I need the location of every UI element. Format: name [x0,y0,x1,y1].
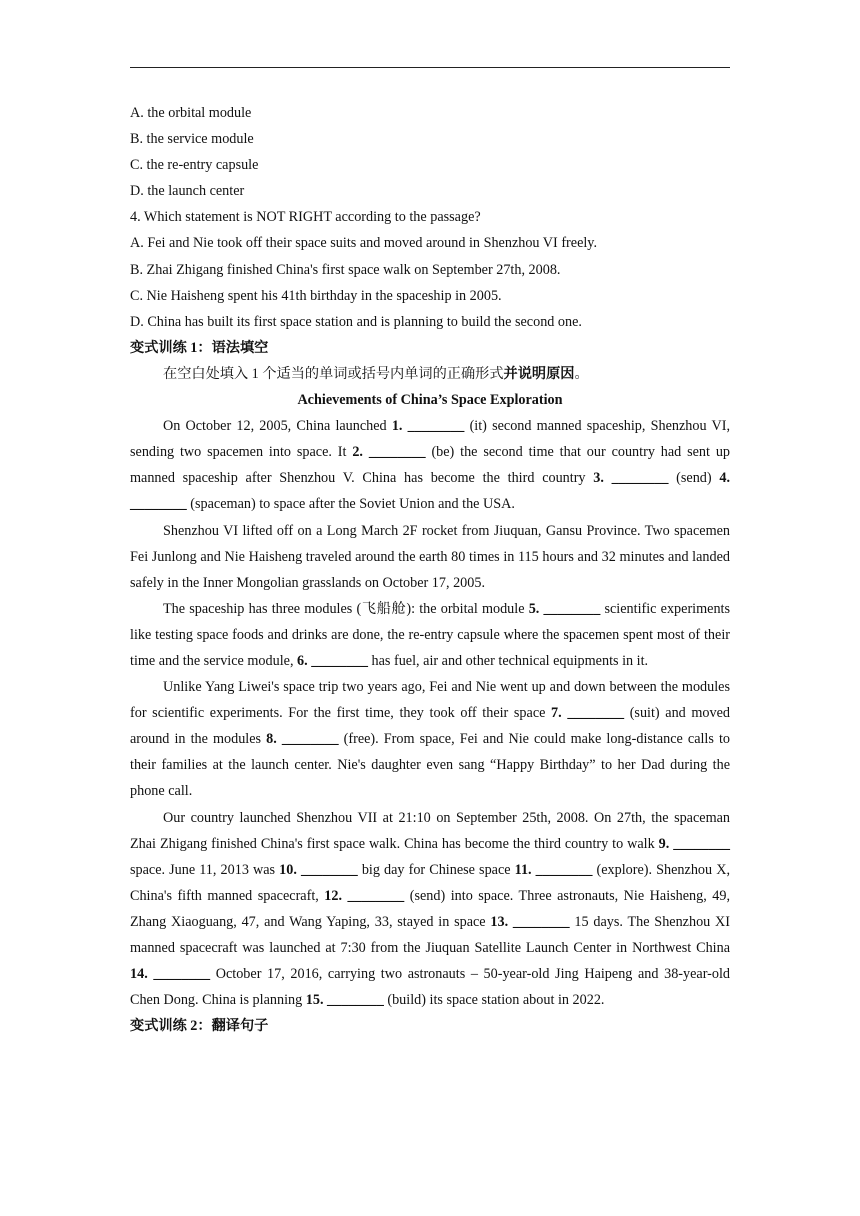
blank-7[interactable]: 7. ________ [551,705,625,722]
blank-1[interactable]: 1. ________ [391,418,465,435]
text-run: 15 days. The Shenzhou XI manned spacecraft was launched at 7:30 from the Jiuquan Satellite Launch Center in Northwest China [130,913,730,956]
blank-8[interactable]: 8. ________ [266,731,339,748]
option-q3-c: C. the re-entry capsule [130,157,259,174]
exercise-1-heading: 变式训练 1：语法填空 [130,339,269,356]
text-run: Our country launched Shenzhou VII at 21:10 on September 25th, 2008. On 27th, the spaceman Zhai Zhigang finished China's first space walk. China has become the third country to walk [130,809,730,852]
blank-11[interactable]: 11. ________ [514,861,593,878]
text-run: (send) [668,470,720,487]
passage-paragraph-3 [130,596,730,674]
text-run: On October 12, 2005, China launched [163,418,392,435]
blank-10[interactable]: 10. ________ [279,861,358,878]
text-run: (suit) and moved around in the modules [130,705,731,748]
option-q4-b: B. Zhai Zhigang finished China's first space walk on September 27th, 2008. [130,261,561,278]
text-run: space. June 11, 2013 was [130,861,280,878]
blank-9[interactable]: 9. ________ [658,835,731,852]
instruction-emphasis: 并说明原因 [503,365,575,382]
option-q4-d: D. China has built its first space station and is planning to build the second one. [130,313,582,330]
text-run: (be) the second time that our country had sent up manned spaceship after Shenzhou V. China has become the third country [130,444,731,487]
exercise-2-heading: 变式训练 2：翻译句子 [130,1018,269,1035]
header-rule [130,67,730,68]
text-run: Unlike Yang Liwei's space trip two years ago, Fei and Nie went up and down between the modules for scientific experiments. For the first time, they took off their space [130,679,730,722]
passage-paragraph-4 [130,674,730,804]
text-run: (explore). Shenzhou X, China's fifth manned spacecraft, [130,861,730,904]
text-run: scientific experiments like testing space foods and drinks are done, the re-entry capsule where the spacemen spent most of their time and the service module, [130,600,731,669]
option-q3-d: D. the launch center [130,183,245,200]
text-run: October 17, 2016, carrying two astronauts – 50-year-old Jing Haipeng and 38-year-old Chen Dong. China is planning [130,966,730,1009]
text-run: has fuel, air and other technical equipments in it. [367,652,649,669]
blank-4[interactable]: 4. ________ [130,470,731,513]
question-4-stem: 4. Which statement is NOT RIGHT according to the passage? [130,209,481,226]
text-run: (spaceman) to space after the Soviet Union and the USA. [186,496,515,513]
text-run: (it) second manned spaceship, Shenzhou VI, sending two spacemen into space. It [130,418,731,461]
text-run: The spaceship has three modules (飞船舱): the orbital module [163,600,529,617]
blank-12[interactable]: 12. ________ [324,887,405,904]
option-q3-b: B. the service module [130,131,254,148]
blank-13[interactable]: 13. ________ [490,913,570,930]
option-q4-c: C. Nie Haisheng spent his 41th birthday in the spaceship in 2005. [130,287,502,304]
blank-14[interactable]: 14. ________ [130,966,211,983]
option-q4-a: A. Fei and Nie took off their space suits and moved around in Shenzhou VI freely. [130,235,598,252]
passage-paragraph-5 [130,805,730,1014]
passage-title: Achievements of China’s Space Exploration [297,392,563,409]
document-body [130,100,730,1039]
text-run: (free). From space, Fei and Nie could make long-distance calls to their families at the launch center. Nie's daughter even sang “Happy Birthday” to her Dad during the phone call. [130,731,731,800]
text-run: (send) into space. Three astronauts, Nie Haisheng, 49, Zhang Xiaoguang, 47, and Wang Yaping, 33, stayed in space [130,887,731,930]
option-q3-a: A. the orbital module [130,105,252,121]
blank-3[interactable]: 3. ________ [593,470,669,487]
blank-5[interactable]: 5. ________ [528,600,601,617]
exercise-1-instruction [130,361,730,387]
text-run: (build) its space station about in 2022. [383,992,605,1009]
blank-15[interactable]: 15. ________ [305,992,384,1009]
instruction-text: 在空白处填入 1 个适当的单词或括号内单词的正确形式 [163,365,504,382]
blank-6[interactable]: 6. ________ [297,652,368,669]
text-run: big day for Chinese space [357,861,515,878]
instruction-end: 。 [574,365,589,382]
passage-paragraph-1 [130,413,730,517]
blank-2[interactable]: 2. ________ [352,444,426,461]
passage-paragraph-2: Shenzhou VI lifted off on a Long March 2F rocket from Jiuquan, Gansu Province. Two spacemen Fei Junlong and Nie Haisheng traveled around the earth 80 times in 115 hours and 32 minutes and landed safely in the Inner Mongolian grasslands on October 17, 2005. [130,522,730,591]
